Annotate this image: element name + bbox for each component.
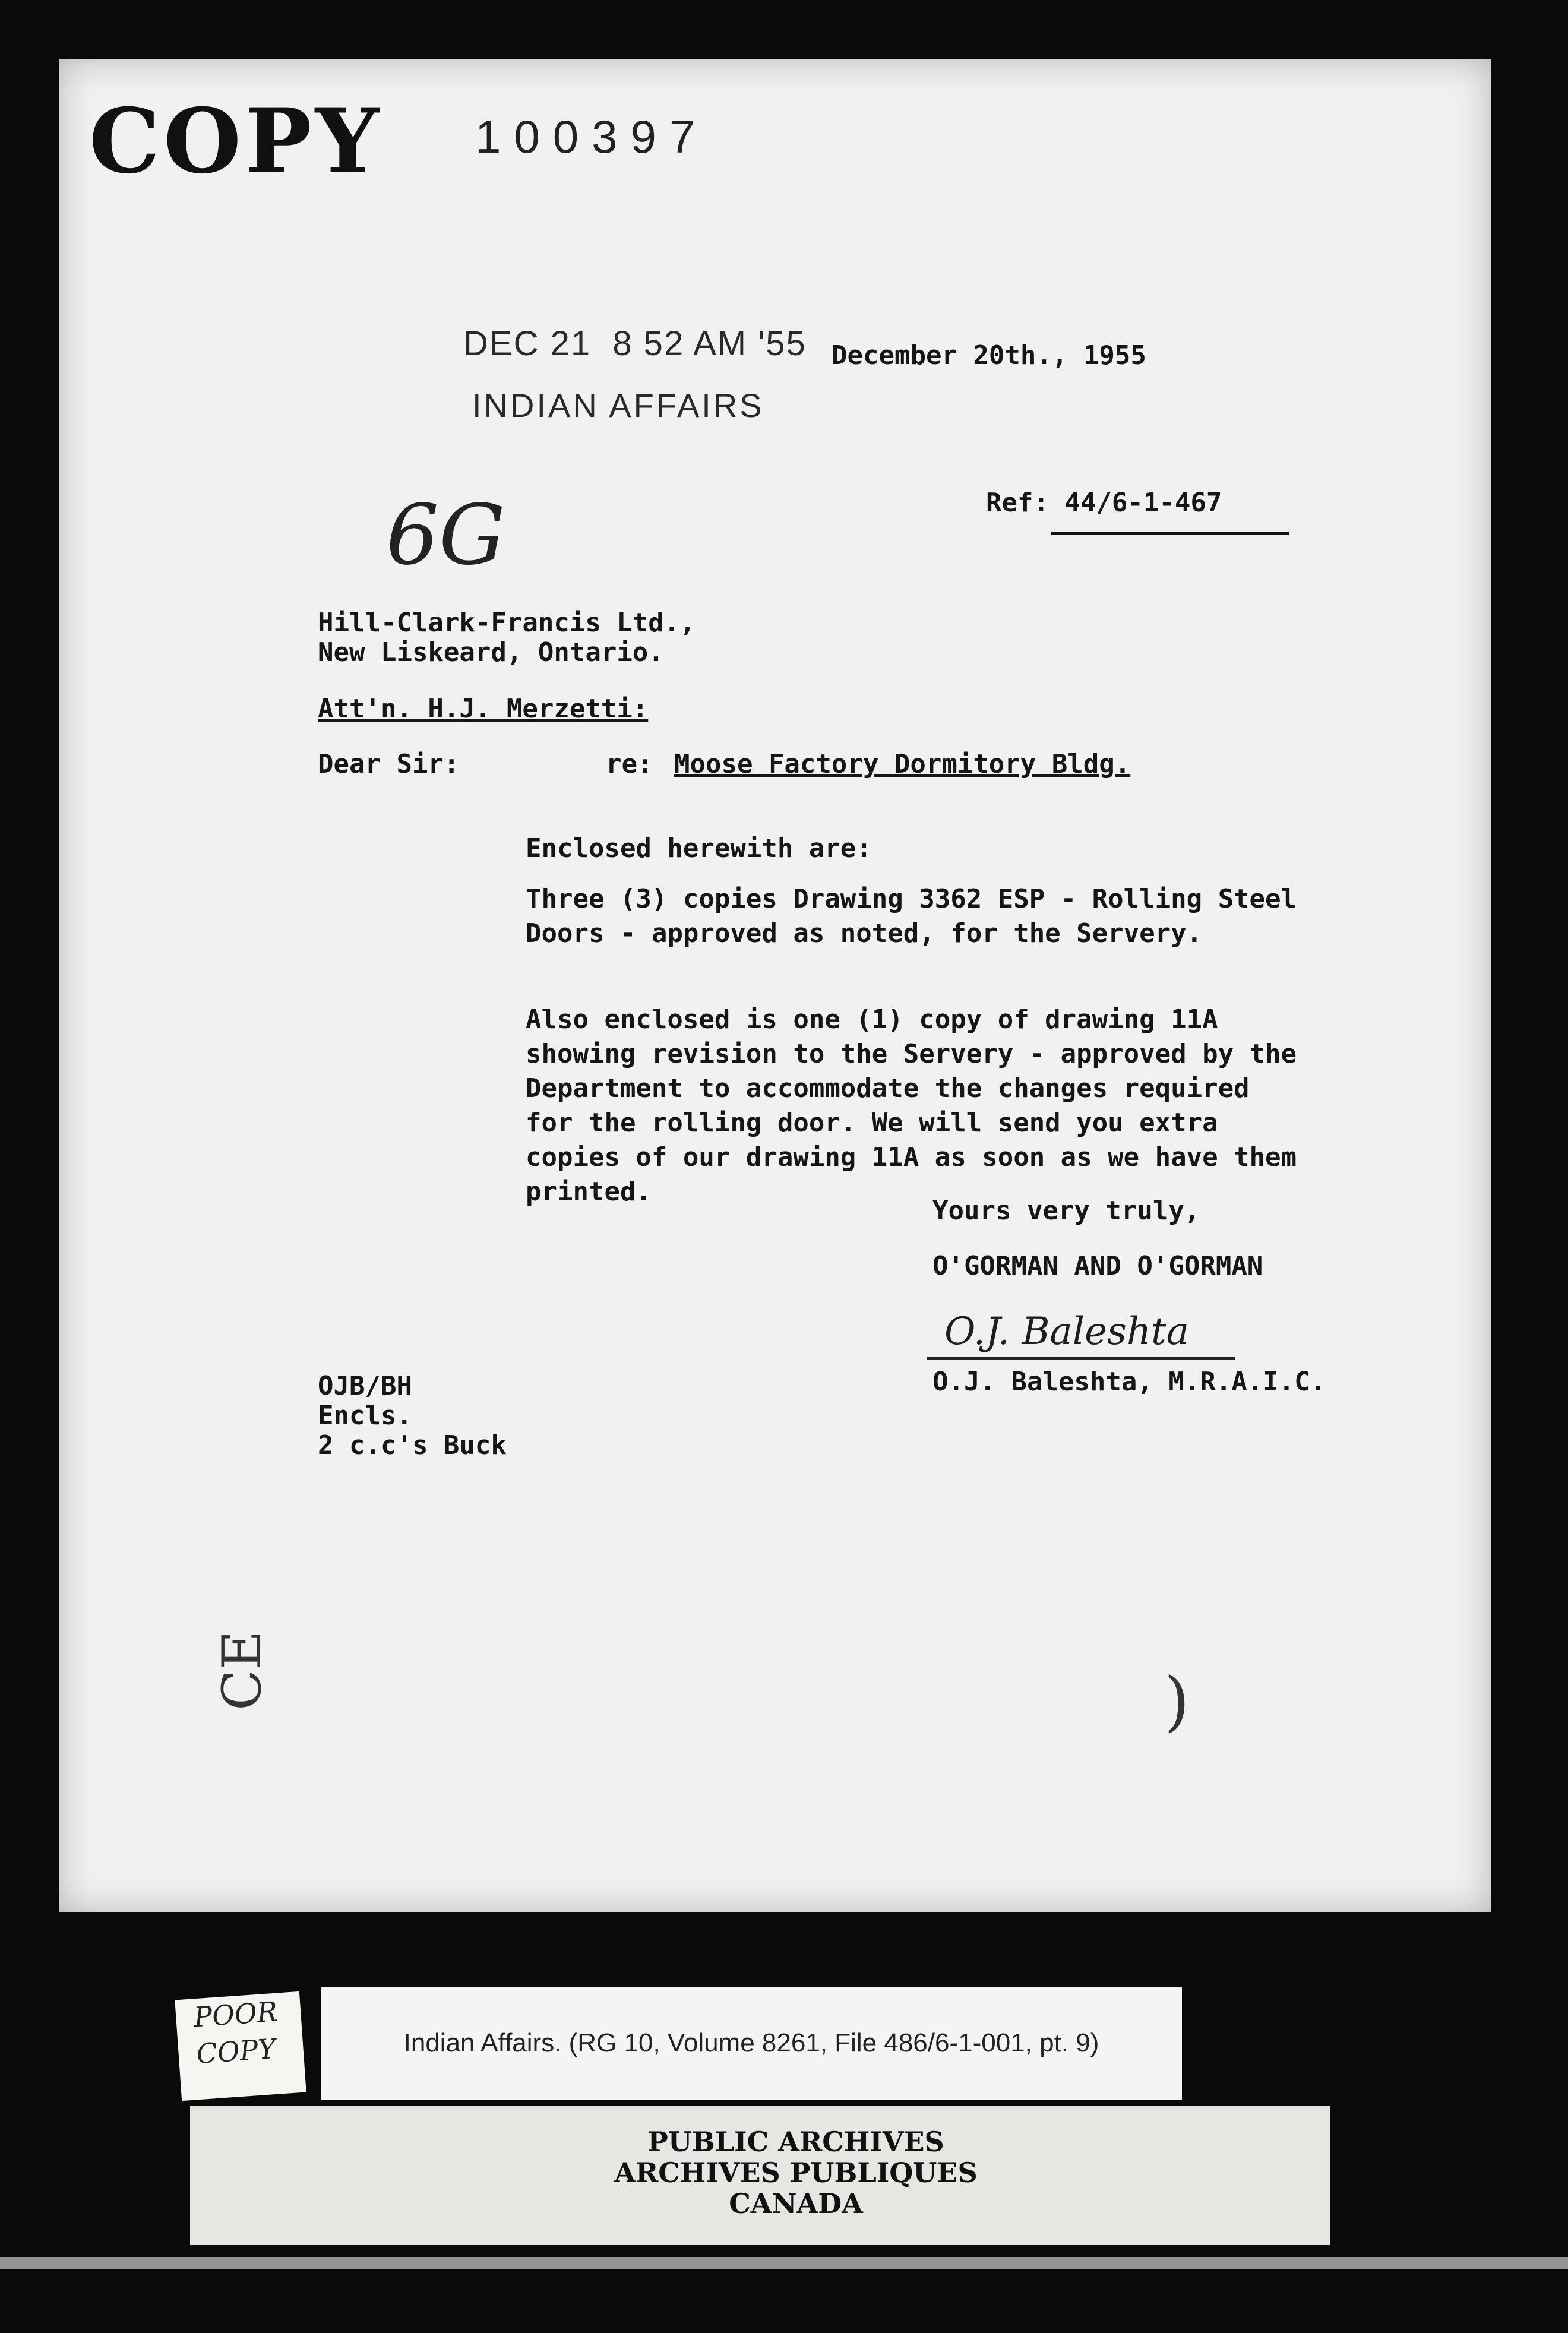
archives-line: PUBLIC ARCHIVES xyxy=(647,2126,944,2158)
signature-line xyxy=(927,1357,1235,1360)
attention-line: Att'n. H.J. Merzetti: xyxy=(318,694,649,724)
salutation: Dear Sir: xyxy=(318,749,460,779)
received-department: INDIAN AFFAIRS xyxy=(472,387,764,424)
body-paragraph: Also enclosed is one (1) copy of drawing 11A showing revision to the Servery - approved by the Department to accommodate the changes required for the rolling door. We will send you extra copies of our drawing 11A as soon as we have them printed. xyxy=(526,1004,1297,1207)
letter-date: December 20th., 1955 xyxy=(832,340,1146,371)
firm-name: O'GORMAN AND O'GORMAN xyxy=(932,1251,1263,1281)
poor-copy-line: POOR xyxy=(192,1995,279,2034)
document-number: 100397 xyxy=(475,110,709,163)
signer-name: O.J. Baleshta, M.R.A.I.C. xyxy=(932,1367,1326,1397)
archives-line: ARCHIVES PUBLIQUES xyxy=(614,2157,978,2189)
poor-copy-line: COPY xyxy=(195,2032,277,2070)
poor-copy-label xyxy=(175,1991,306,2101)
archive-citation-label xyxy=(321,1987,1182,2100)
body-paragraph: Three (3) copies Drawing 3362 ESP - Rolling Steel Doors - approved as noted, for the Servery. xyxy=(526,884,1297,949)
re-label: re: xyxy=(606,749,653,779)
address-line-1: Hill-Clark-Francis Ltd., xyxy=(318,608,696,638)
reference-underline xyxy=(1051,532,1289,535)
re-subject: Moose Factory Dormitory Bldg. xyxy=(674,749,1131,779)
archive-citation: Indian Affairs. (RG 10, Volume 8261, File 486/6-1-001, pt. 9) xyxy=(403,2028,1099,2057)
cc-line: 2 c.c's Buck xyxy=(318,1430,507,1461)
signature: O.J. Baleshta xyxy=(944,1310,1189,1354)
reference-number: Ref: 44/6-1-467 xyxy=(986,488,1222,518)
body-paragraph: Enclosed herewith are: xyxy=(526,833,872,864)
handwritten-note: 6G xyxy=(386,487,505,584)
margin-handwriting: CE xyxy=(210,1630,273,1711)
public-archives-label xyxy=(190,2106,1330,2245)
enclosures-line: Encls. xyxy=(318,1401,412,1431)
closing: Yours very truly, xyxy=(932,1196,1200,1226)
initials-line: OJB/BH xyxy=(318,1371,412,1401)
bottom-handwriting: ) xyxy=(1164,1663,1190,1739)
film-strip-edge xyxy=(0,2257,1568,2269)
received-stamp: DEC 21 8 52 AM '55 xyxy=(463,324,807,363)
copy-stamp: COPY xyxy=(89,89,382,194)
archives-line: CANADA xyxy=(729,2187,863,2220)
address-line-2: New Liskeard, Ontario. xyxy=(318,637,664,668)
